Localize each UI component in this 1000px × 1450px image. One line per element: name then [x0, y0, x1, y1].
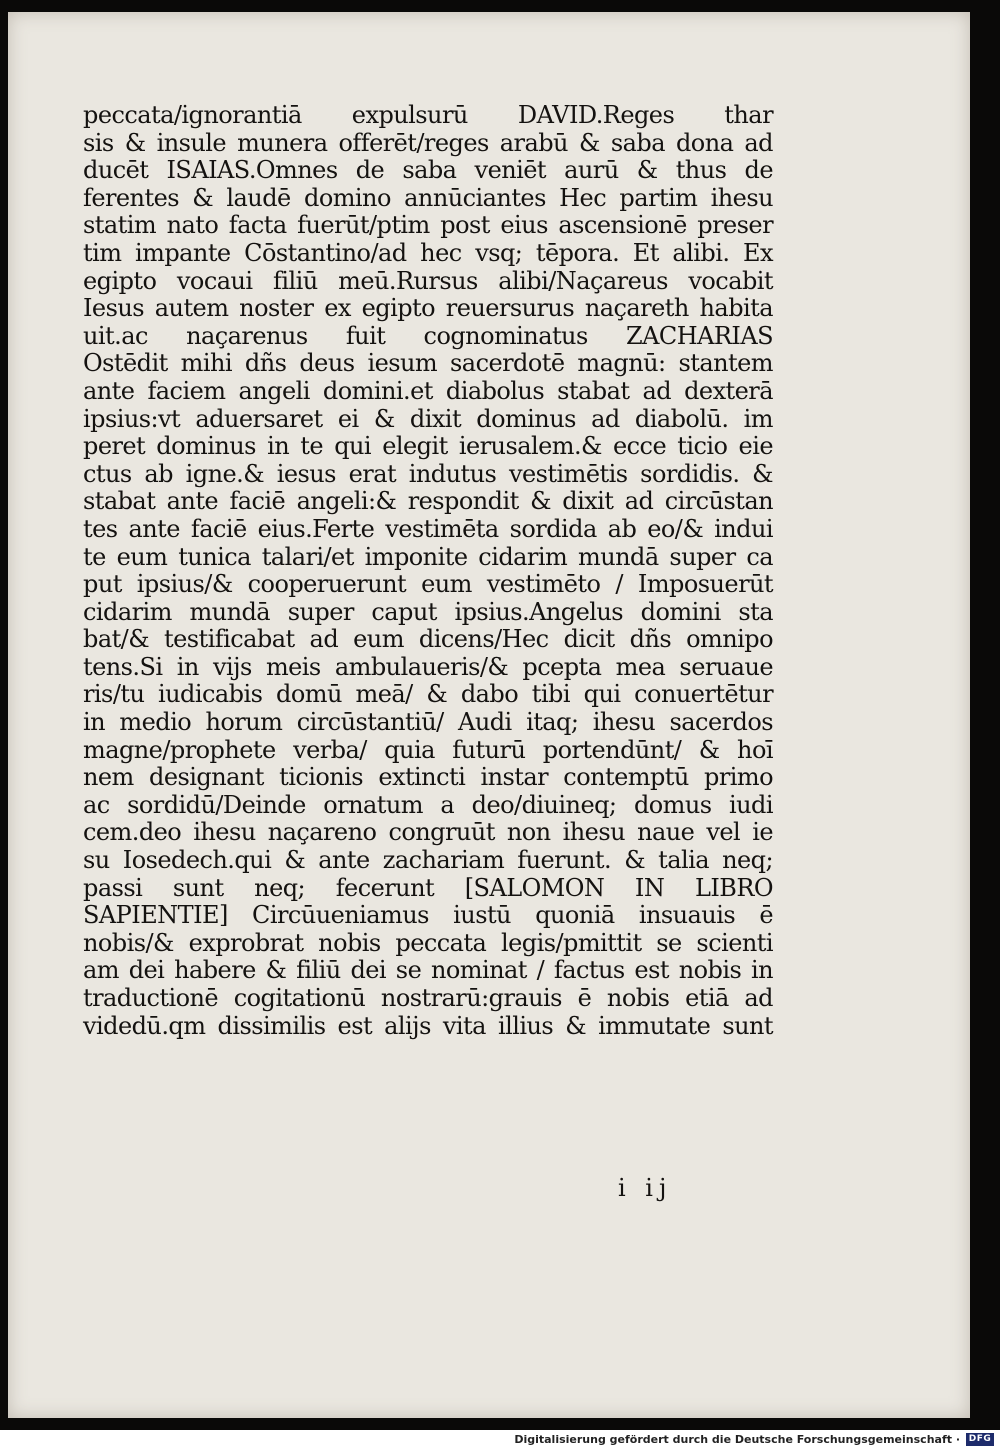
- text-line: nobis/& exprobrat nobis peccata legis/pmittit se scienti: [83, 928, 773, 957]
- text-line: passi sunt neq; fecerunt [SALOMON IN LIBRO: [83, 873, 773, 902]
- text-line: tes ante faciē eius.Ferte vestimēta sordida ab eo/& indui: [83, 514, 773, 543]
- text-line: nem designant ticionis extincti instar contemptū primo: [83, 763, 773, 792]
- text-block: [83, 102, 773, 1040]
- text-line: cem.deo ihesu naçareno congruūt non ihesu naue vel ie: [83, 818, 773, 847]
- funding-notice: Digitalisierung gefördert durch die Deutsche Forschungsgemeinschaft ·: [514, 1433, 960, 1446]
- text-line: ctus ab igne.& iesus erat indutus vestimētis sordidis. &: [83, 459, 773, 488]
- text-line: peret dominus in te qui elegit ierusalem.& ecce ticio eie: [83, 432, 773, 461]
- text-line: bat/& testificabat ad eum dicens/Hec dicit dñs omnipo: [83, 625, 773, 654]
- text-line: cidarim mundā super caput ipsius.Angelus domini sta: [83, 597, 773, 626]
- text-line: videdū.qm dissimilis est alijs vita illius & immutate sunt: [83, 1011, 773, 1040]
- text-line: tens.Si in vijs meis ambulaueris/& pcepta mea seruaue: [83, 652, 773, 681]
- text-line: put ipsius/& cooperuerunt eum vestimēto / Imposuerūt: [83, 570, 773, 599]
- text-line: peccata/ignorantiā expulsurū DAVID.Reges thar: [83, 101, 773, 129]
- text-line: Ostēdit mihi dñs deus iesum sacerdotē magnū: stantem: [83, 349, 773, 378]
- book-page: [8, 12, 970, 1418]
- text-line: su Iosedech.qui & ante zachariam fuerunt. & talia neq;: [83, 846, 773, 875]
- text-line: egipto vocaui filiū meū.Rursus alibi/Naçareus vocabit: [83, 266, 773, 295]
- text-line: stabat ante faciē angeli:& respondit & dixit ad circūstan: [83, 487, 773, 516]
- text-line: traductionē cogitationū nostrarū:grauis ē nobis etiā ad: [83, 984, 773, 1012]
- text-line: ris/tu iudicabis domū meā/ & dabo tibi qui conuertētur: [83, 680, 773, 709]
- footer-bar: [0, 1430, 1000, 1450]
- dfg-logo-icon: DFG: [966, 1433, 994, 1446]
- text-line: ferentes & laudē domino annūciantes Hec partim ihesu: [83, 183, 773, 212]
- text-line: ipsius:vt aduersaret ei & dixit dominus ad diabolū. im: [83, 404, 773, 433]
- text-line: statim nato facta fuerūt/ptim post eius ascensionē preser: [83, 211, 773, 240]
- text-line: te eum tunica talari/et imponite cidarim mundā super ca: [83, 542, 773, 571]
- text-line: ac sordidū/Deinde ornatum a deo/diuineq; domus iudi: [83, 790, 773, 819]
- text-line: ante faciem angeli domini.et diabolus stabat ad dexterā: [83, 376, 773, 405]
- signature-mark: i ij: [618, 1174, 673, 1202]
- text-line: in medio horum circūstantiū/ Audi itaq; ihesu sacerdos: [83, 708, 773, 737]
- text-line: sis & insule munera offerēt/reges arabū & saba dona ad: [83, 128, 773, 157]
- text-line: SAPIENTIE] Circūueniamus iustū quoniā insuauis ē: [83, 901, 773, 930]
- text-line: uit.ac naçarenus fuit cognominatus ZACHARIAS: [83, 321, 773, 350]
- text-line: Iesus autem noster ex egipto reuersurus naçareth habita: [83, 294, 773, 323]
- text-line: magne/prophete verba/ quia futurū portendūnt/ & hoī: [83, 735, 773, 764]
- text-line: am dei habere & filiū dei se nominat / factus est nobis in: [83, 956, 773, 985]
- text-line: tim impante Cōstantino/ad hec vsq; tēpora. Et alibi. Ex: [83, 238, 773, 267]
- text-line: ducēt ISAIAS.Omnes de saba veniēt aurū & thus de: [83, 156, 773, 185]
